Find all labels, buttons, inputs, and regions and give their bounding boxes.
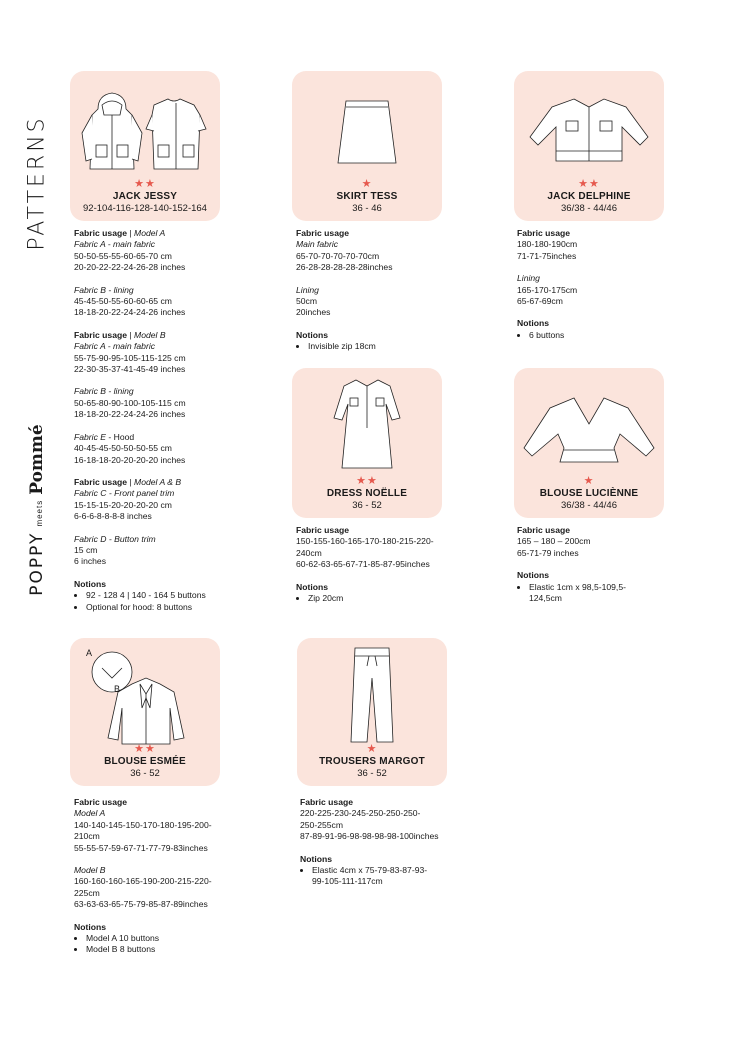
info-jack-jessy: Fabric usage | Model A Fabric A - main fabric 50-50-55-55-60-65-70 cm 20-20-22-22-24-26-28 inches Fabric B - lining 45-45-50-55-60-60-65 cm 18-18-20-22-24-24-26 inches Fabric usage | Model B Fabric A - main fabric 55-75-90-95-105-115-125 cm 22-30-35-37-41-45-49 inches Fabric B - lining 50-65-80-90-100-105-115 cm 18-18-20-22-24-24-26 inches Fabric E - Hood 40-45-45-50-50-50-55 cm 16-18-18-20-20-20-20 inches Fabric usage | Model A & B Fabric C - Front panel trim 15-15-15-20-20-20-20 cm 6-6-6-8-8-8-8 inches Fabric D - Button trim 15 cm 6 inches Notions • 92 - 128 4 | 140 - 164 5 buttons • Optional for hood: 8 buttons [74,228,244,613]
blouse-bow-illustration [70,638,220,748]
list-item: • Elastic 1cm x 98,5-109,5- 124,5cm [529,582,687,605]
info-blouse-lucienne: Fabric usage 165 – 180 – 200cm 65-71-79 inches Notions • Elastic 1cm x 98,5-109,5- 124,5cm [517,525,687,604]
card-blouse-lucienne [514,368,664,518]
variant-label-b: B [114,684,121,694]
info-jack-delphine: Fabric usage 180-180-190cm 71-71-75inches Lining 165-170-175cm 65-67-69cm Notions • 6 buttons [517,228,687,341]
brand-meets: meets [35,499,44,527]
info-skirt-tess: Fabric usage Main fabric 65-70-70-70-70-70cm 26-28-28-28-28-28inches Lining 50cm 20inches Notions • Invisible zip 18cm [296,228,466,353]
card-blouse-esmee [70,638,220,786]
pattern-name: DRESS NOËLLE [326,488,408,499]
difficulty-stars: ★★ [134,743,156,755]
info-dress-noelle: Fabric usage 150-155-160-165-170-180-215-220- 240cm 60-62-63-65-67-71-85-87-95inches Notions • Zip 20cm [296,525,466,604]
list-item: • Elastic 4cm x 75-79-83-87-93- 99-105-111-117cm [312,865,470,888]
pattern-name: JACK DELPHINE [547,191,631,202]
pattern-name: TROUSERS MARGOT [319,756,425,767]
info-trousers-margot: Fabric usage 220-225-230-245-250-250-250- 250-255cm 87-89-91-96-98-98-98-98-100inches Notions • Elastic 4cm x 75-79-83-87-93- 99-105-111-117cm [300,797,470,888]
jacket-hooded-illustration [70,71,220,181]
skirt-illustration [292,71,442,181]
pattern-name: SKIRT TESS [336,191,398,202]
card-trousers-margot [297,638,447,786]
info-blouse-esmee: Fabric usage Model A 140-140-145-150-170-180-195-200- 210cm 55-55-57-59-67-71-77-79-83inches Model B 160-160-160-165-190-200-215-220- 225cm 63-63-63-65-75-79-85-87-89inches Notions • Model A 10 buttons • Model B 8 buttons [74,797,244,956]
card-jack-jessy [70,71,220,221]
list-item: • 92 - 128 4 | 140 - 164 5 buttons [86,590,244,601]
pattern-name: JACK JESSY [112,191,178,202]
difficulty-stars: ★ [361,178,373,190]
list-item: • Model B 8 buttons [86,944,244,955]
pattern-sizes: 36/38 - 44/46 [561,500,617,511]
patterns-title: PATTERNS [24,114,50,251]
difficulty-stars: ★★ [578,178,600,190]
list-item: • 6 buttons [529,330,687,341]
pattern-sizes: 36 - 52 [130,768,160,779]
dress-illustration [292,368,442,478]
list-item: • Zip 20cm [308,593,466,604]
pattern-sizes: 36 - 52 [357,768,387,779]
difficulty-stars: ★ [366,743,378,755]
blouse-illustration [514,368,664,478]
pattern-sizes: 36 - 52 [352,500,382,511]
variant-label-a: A [86,648,93,658]
brand-pomme: Pommé [27,424,47,495]
pattern-name: BLOUSE ESMÉE [104,756,186,767]
pattern-sizes: 92-104-116-128-140-152-164 [83,203,207,214]
brand-poppy: POPPY [27,531,47,596]
card-skirt-tess [292,71,442,221]
card-dress-noelle [292,368,442,518]
list-item: • Model A 10 buttons [86,933,244,944]
brand-logo [22,410,52,610]
difficulty-stars: ★★ [356,475,378,487]
list-item: • Invisible zip 18cm [308,341,466,352]
side-title [22,114,52,251]
difficulty-stars: ★★ [134,178,156,190]
pattern-sizes: 36/38 - 44/46 [561,203,617,214]
list-item: • Optional for hood: 8 buttons [86,602,244,613]
pattern-name: BLOUSE LUCIÈNNE [539,488,639,499]
pattern-sizes: 36 - 46 [352,203,382,214]
difficulty-stars: ★ [583,475,595,487]
card-jack-delphine [514,71,664,221]
jacket-illustration [514,71,664,181]
trousers-illustration [297,638,447,748]
